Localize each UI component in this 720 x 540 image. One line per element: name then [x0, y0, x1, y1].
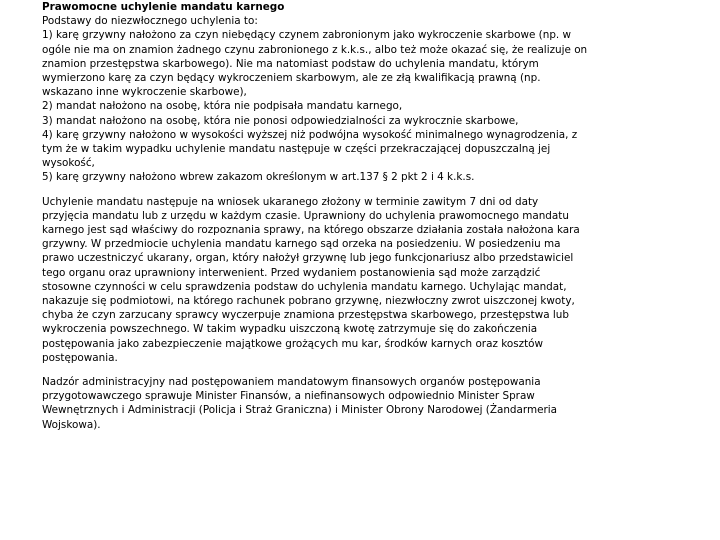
text-line: stosowne czynności w celu sprawdzenia podstaw do uchylenia mandatu karnego. Uchylając mandat, — [42, 280, 567, 293]
text-line: przygotowawczego sprawuje Minister Finansów, a niefinansowych odpowiednio Minister Spraw — [42, 390, 535, 403]
text-line: prawo uczestniczyć ukarany, organ, który nałożył grzywnę lub jego funkcjonariusz albo przedstawiciel — [42, 252, 574, 265]
text-line: wskazano inne wykroczenie skarbowe), — [42, 86, 247, 99]
text-line: znamion przestępstwa skarbowego). Nie ma natomiast podstaw do uchylenia mandatu, którym — [42, 57, 539, 70]
text-line: ogóle nie ma on znamion żadnego czynu zabronionego z k.k.s., albo też może okazać się, że realizuje on — [42, 43, 588, 56]
text-line: 1) karę grzywny nałożono za czyn niebędący czynem zabronionym jako wykroczenie skarbowe (np. w — [42, 29, 572, 42]
text-line: Uchylenie mandatu następuje na wniosek ukaranego złożony w terminie zawitym 7 dni od daty — [42, 195, 539, 208]
document-page — [42, 0, 682, 432]
text-line: postępowania jako zabezpieczenie majątkowe grożących mu kar, środków karnych oraz kosztów — [42, 337, 544, 350]
text-line: 4) karę grzywny nałożono w wysokości wyższej niż podwójna wysokość minimalnego wynagrodzenia, z — [42, 128, 578, 141]
text-line: karnego jest sąd właściwy do rozpoznania sprawy, na którego obszarze działania została nałożona kara — [42, 224, 580, 237]
paragraph-gap — [42, 365, 682, 375]
text-line: Wojskowa). — [42, 418, 101, 431]
document-title: Prawomocne uchylenie mandatu karnego — [42, 1, 285, 13]
text-line: 2) mandat nałożono na osobę, która nie podpisała mandatu karnego, — [42, 100, 403, 113]
text-line: grzywny. W przedmiocie uchylenia mandatu karnego sąd orzeka na posiedzeniu. W posiedzeniu ma — [42, 238, 561, 251]
text-line: chyba że czyn zarzucany sprawcy wyczerpuje znamiona przestępstwa skarbowego, przestępstwa lub — [42, 309, 569, 322]
text-line: 5) karę grzywny nałożono wbrew zakazom określonym w art.137 § 2 pkt 2 i 4 k.k.s. — [42, 171, 475, 184]
text-line: tym że w takim wypadku uchylenie mandatu następuje w części przekraczającej dopuszczalną jej — [42, 143, 551, 156]
text-line: tego organu oraz uprawniony interwenient. Przed wydaniem postanowienia sąd może zarządzić — [42, 266, 541, 279]
text-line: Nadzór administracyjny nad postępowaniem mandatowym finansowych organów postępowania — [42, 376, 541, 389]
text-line: Wewnętrznych i Administracji (Policja i Straż Graniczna) i Minister Obrony Narodowej (Żandarmeria — [42, 404, 557, 417]
paragraph-gap — [42, 185, 682, 195]
text-line: 3) mandat nałożono na osobę, która nie ponosi odpowiedzialności za wykrocznie skarbowe, — [42, 114, 519, 127]
text-line: wysokość, — [42, 157, 95, 170]
text-line: Podstawy do niezwłocznego uchylenia to: — [42, 15, 258, 28]
text-line: postępowania. — [42, 351, 118, 364]
text-line: przyjęcia mandatu lub z urzędu w każdym czasie. Uprawniony do uchylenia prawomocnego mandatu — [42, 209, 569, 222]
section-grounds — [42, 14, 682, 184]
section-procedure — [42, 195, 682, 365]
text-line: wykroczenia powszechnego. W takim wypadku uiszczoną kwotę zatrzymuje się do zakończenia — [42, 323, 538, 336]
text-line: wymierzono karę za czyn będący wykroczeniem skarbowym, ale ze złą kwalifikacją prawną (np. — [42, 72, 541, 85]
section-supervision — [42, 375, 682, 432]
text-line: nakazuje się podmiotowi, na którego rachunek pobrano grzywnę, niezwłoczny zwrot uiszczonej kwoty, — [42, 295, 575, 308]
